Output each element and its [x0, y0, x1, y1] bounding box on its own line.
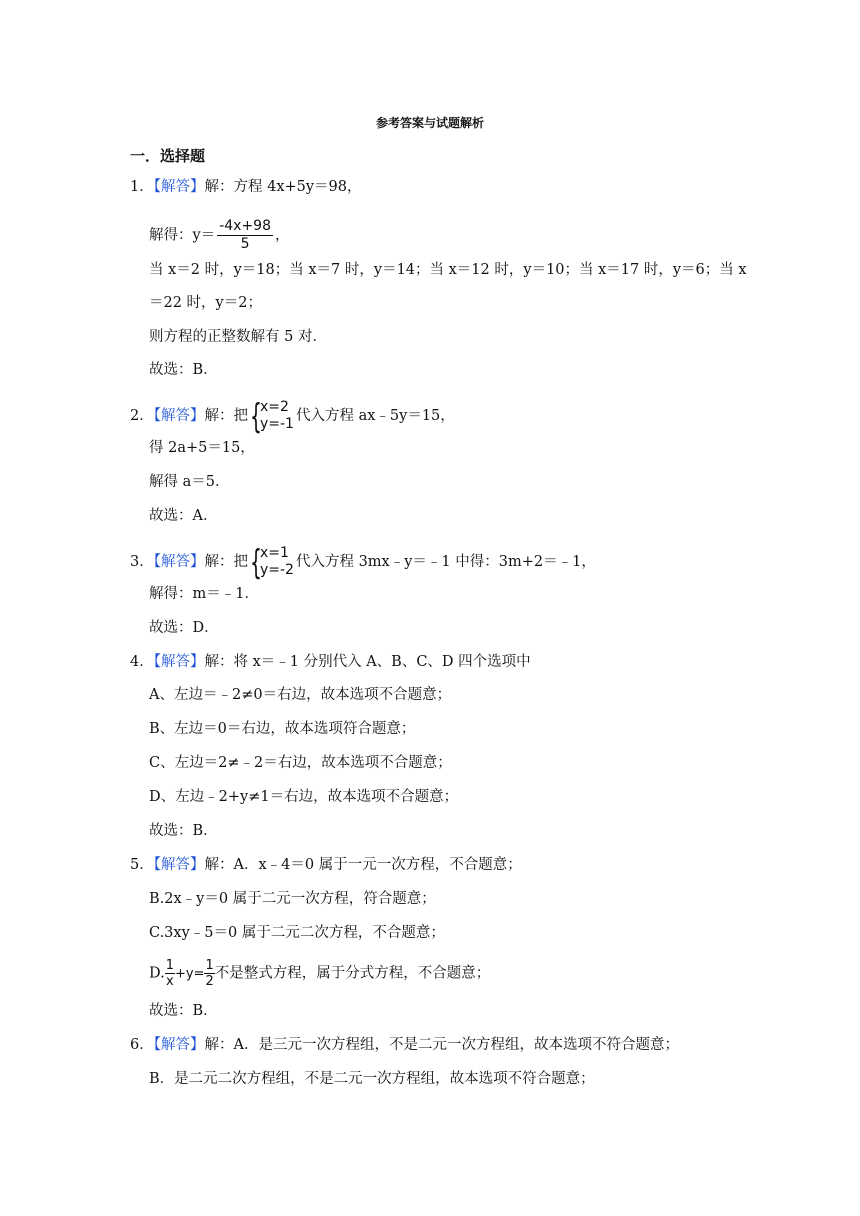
q1-line-1 — [130, 177, 362, 197]
q1-line-2 — [149, 218, 290, 253]
q3-answer: 故选：D． — [149, 620, 219, 636]
q3-post: 代入方程 3mx﹣y＝﹣1 中得：3m+2＝﹣1， — [295, 554, 596, 570]
q6-text: 解：A．是三元一次方程组，不是二元一次方程组，故本选项不符合题意； — [204, 1037, 679, 1053]
q4-number: 4． — [130, 654, 154, 670]
q5-d-label: D. — [149, 965, 165, 982]
q1-line-3: 当 x＝2 时，y＝18；当 x＝7 时，y＝14；当 x＝12 时，y＝10；当 x＝17 时，y＝6；当 x — [149, 262, 747, 278]
q2-tag: 【解答】 — [153, 408, 205, 424]
q5-fraction-2 — [204, 958, 214, 989]
q1-line-4: ＝22 时，y＝2； — [149, 295, 262, 311]
q5-option-c: C.3xy﹣5＝0 属于二元二次方程，不合题意； — [149, 925, 445, 941]
q1-fraction-numerator: -4x+98 — [219, 218, 271, 234]
q6-tag: 【解答】 — [153, 1037, 205, 1053]
q5-plus-y: +y= — [175, 966, 205, 982]
q1-comma: ， — [275, 227, 290, 244]
q1-answer: 故选：B． — [149, 362, 218, 378]
q3-tag: 【解答】 — [153, 554, 205, 570]
q4-text: 解：将 x＝﹣1 分别代入 A、B、C、D 四个选项中 — [204, 654, 531, 670]
q5-fraction-1-numerator: 1 — [165, 958, 174, 973]
q1-number: 1． — [130, 179, 154, 195]
q5-option-b: B.2x﹣y＝0 属于二元一次方程，符合题意； — [149, 891, 436, 907]
q6-line-1 — [130, 1035, 679, 1055]
q5-tag: 【解答】 — [153, 857, 205, 873]
q2-system-row-2: y=-1 — [259, 416, 294, 432]
q2-line-3: 解得 a＝5． — [149, 474, 230, 490]
q2-equation-system: { x=2 y=-1 — [249, 397, 294, 437]
q5-line-1 — [130, 855, 522, 875]
q4-tag: 【解答】 — [153, 654, 205, 670]
q4-answer: 故选：B． — [149, 823, 218, 839]
q2-post: 代入方程 ax﹣5y＝15， — [295, 408, 455, 424]
q4-option-d: D、左边﹣2+y≠1＝右边，故本选项不合题意； — [149, 789, 459, 805]
q5-d-text: 不是整式方程，属于分式方程，不合题意； — [214, 965, 491, 982]
q5-number: 5． — [130, 857, 154, 873]
q5-answer: 故选：B． — [149, 1003, 218, 1019]
q2-pre: 解：把 — [204, 408, 248, 424]
q2-answer: 故选：A． — [149, 508, 218, 524]
q2-line-1 — [130, 397, 455, 437]
q5-fraction-1 — [165, 958, 175, 989]
q1-fraction — [217, 218, 273, 253]
q3-line-1 — [130, 543, 596, 583]
q1-tag: 【解答】 — [153, 179, 205, 195]
q3-system-row-1: x=1 — [259, 545, 289, 561]
q5-text: 解：A．x﹣4＝0 属于一元一次方程，不合题意； — [204, 857, 522, 873]
q1-solve-label: 解得：y＝ — [149, 227, 216, 244]
q4-line-1 — [130, 652, 531, 672]
q4-option-a: A、左边＝﹣2≠0＝右边，故本选项不合题意； — [149, 687, 452, 703]
q3-number: 3． — [130, 554, 154, 570]
section-heading: 一．选择题 — [130, 147, 206, 165]
q5-option-d — [149, 958, 490, 989]
q3-line-2: 解得：m＝﹣1． — [149, 586, 259, 602]
q6-option-b: B．是二元二次方程组，不是二元一次方程组，故本选项不符合题意； — [149, 1071, 595, 1087]
q5-fraction-1-denominator: x — [166, 974, 174, 989]
q6-number: 6． — [130, 1037, 154, 1053]
q4-option-b: B、左边＝0＝右边，故本选项符合题意； — [149, 721, 416, 737]
q1-line-5: 则方程的正整数解有 5 对． — [149, 329, 327, 345]
q3-pre: 解：把 — [204, 554, 248, 570]
q2-system-row-1: x=2 — [259, 399, 289, 415]
page-title: 参考答案与试题解析 — [375, 116, 484, 130]
q5-fraction-2-denominator: 2 — [205, 974, 214, 989]
q2-line-2: 得 2a+5＝15， — [149, 440, 255, 456]
q3-system-row-2: y=-2 — [259, 562, 294, 578]
q1-fraction-denominator: 5 — [240, 236, 250, 252]
q4-option-c: C、左边＝2≠﹣2＝右边，故本选项不合题意； — [149, 755, 452, 771]
q5-fraction-2-numerator: 1 — [205, 958, 214, 973]
q3-equation-system: { x=1 y=-2 — [249, 543, 294, 583]
q1-text: 解：方程 4x+5y＝98， — [204, 179, 362, 195]
q2-number: 2． — [130, 408, 154, 424]
